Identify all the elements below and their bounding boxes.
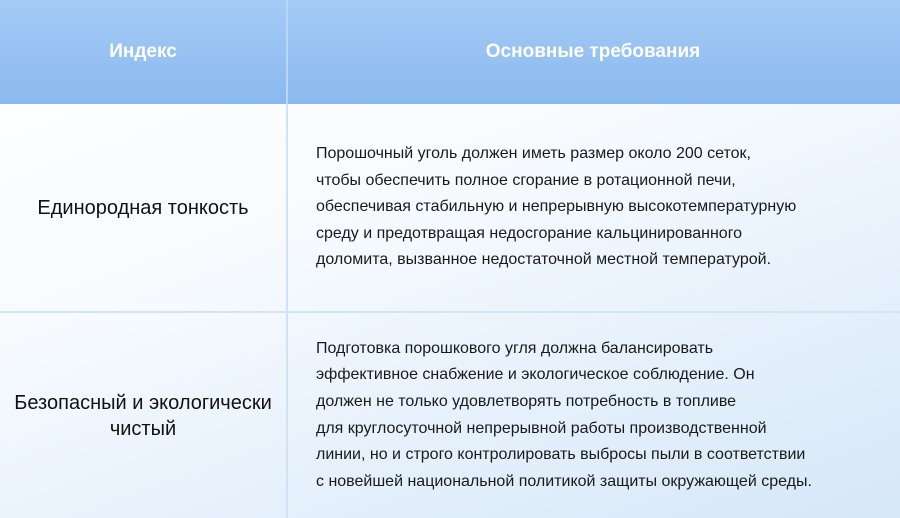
table-row	[0, 104, 900, 311]
table-header	[0, 0, 900, 104]
requirement-text-line: Порошочный уголь должен иметь размер около 200 сеток,	[316, 145, 751, 163]
requirement-text-line: для круглосуточной непрерывной работы производственной	[316, 419, 767, 437]
row-requirement-cell	[286, 313, 900, 518]
requirement-text-line: чтобы обеспечить полное сгорание в ротационной печи,	[316, 171, 736, 189]
index-text: экологически чистый	[109, 391, 272, 440]
requirement-text-line: среду и предотвращая недосгорание кальцинированного	[316, 224, 743, 242]
row-index-cell	[0, 104, 286, 311]
row-index-cell	[0, 313, 286, 518]
requirement-text-line: обеспечивая стабильную и непрерывную высокотемпературную	[316, 198, 797, 216]
index-text: Единородная тонкость	[37, 196, 249, 219]
header-column-divider	[286, 0, 288, 104]
header-index: Индекс	[109, 41, 177, 62]
requirement-text-line: доломита, вызванное недостаточной местной температурой.	[316, 251, 772, 269]
requirement-text-line: должен не только удовлетворять потребность в топливе	[316, 392, 737, 410]
requirement-text-line: Подготовка порошкового угля должна балансировать	[316, 339, 714, 357]
header-requirements: Основные требования	[485, 41, 701, 62]
row-requirement-cell	[286, 104, 900, 311]
table-row	[0, 313, 900, 518]
index-text: Безопасный и	[14, 391, 144, 414]
requirement-text-line: линии, но и строго контролировать выбросы пыли в соответствии	[316, 446, 806, 464]
requirement-text-line: с новейшей национальной политикой защиты окружающей среды.	[316, 472, 812, 490]
requirement-text-line: эффективное снабжение и экологическое соблюдение. Он	[316, 366, 755, 384]
